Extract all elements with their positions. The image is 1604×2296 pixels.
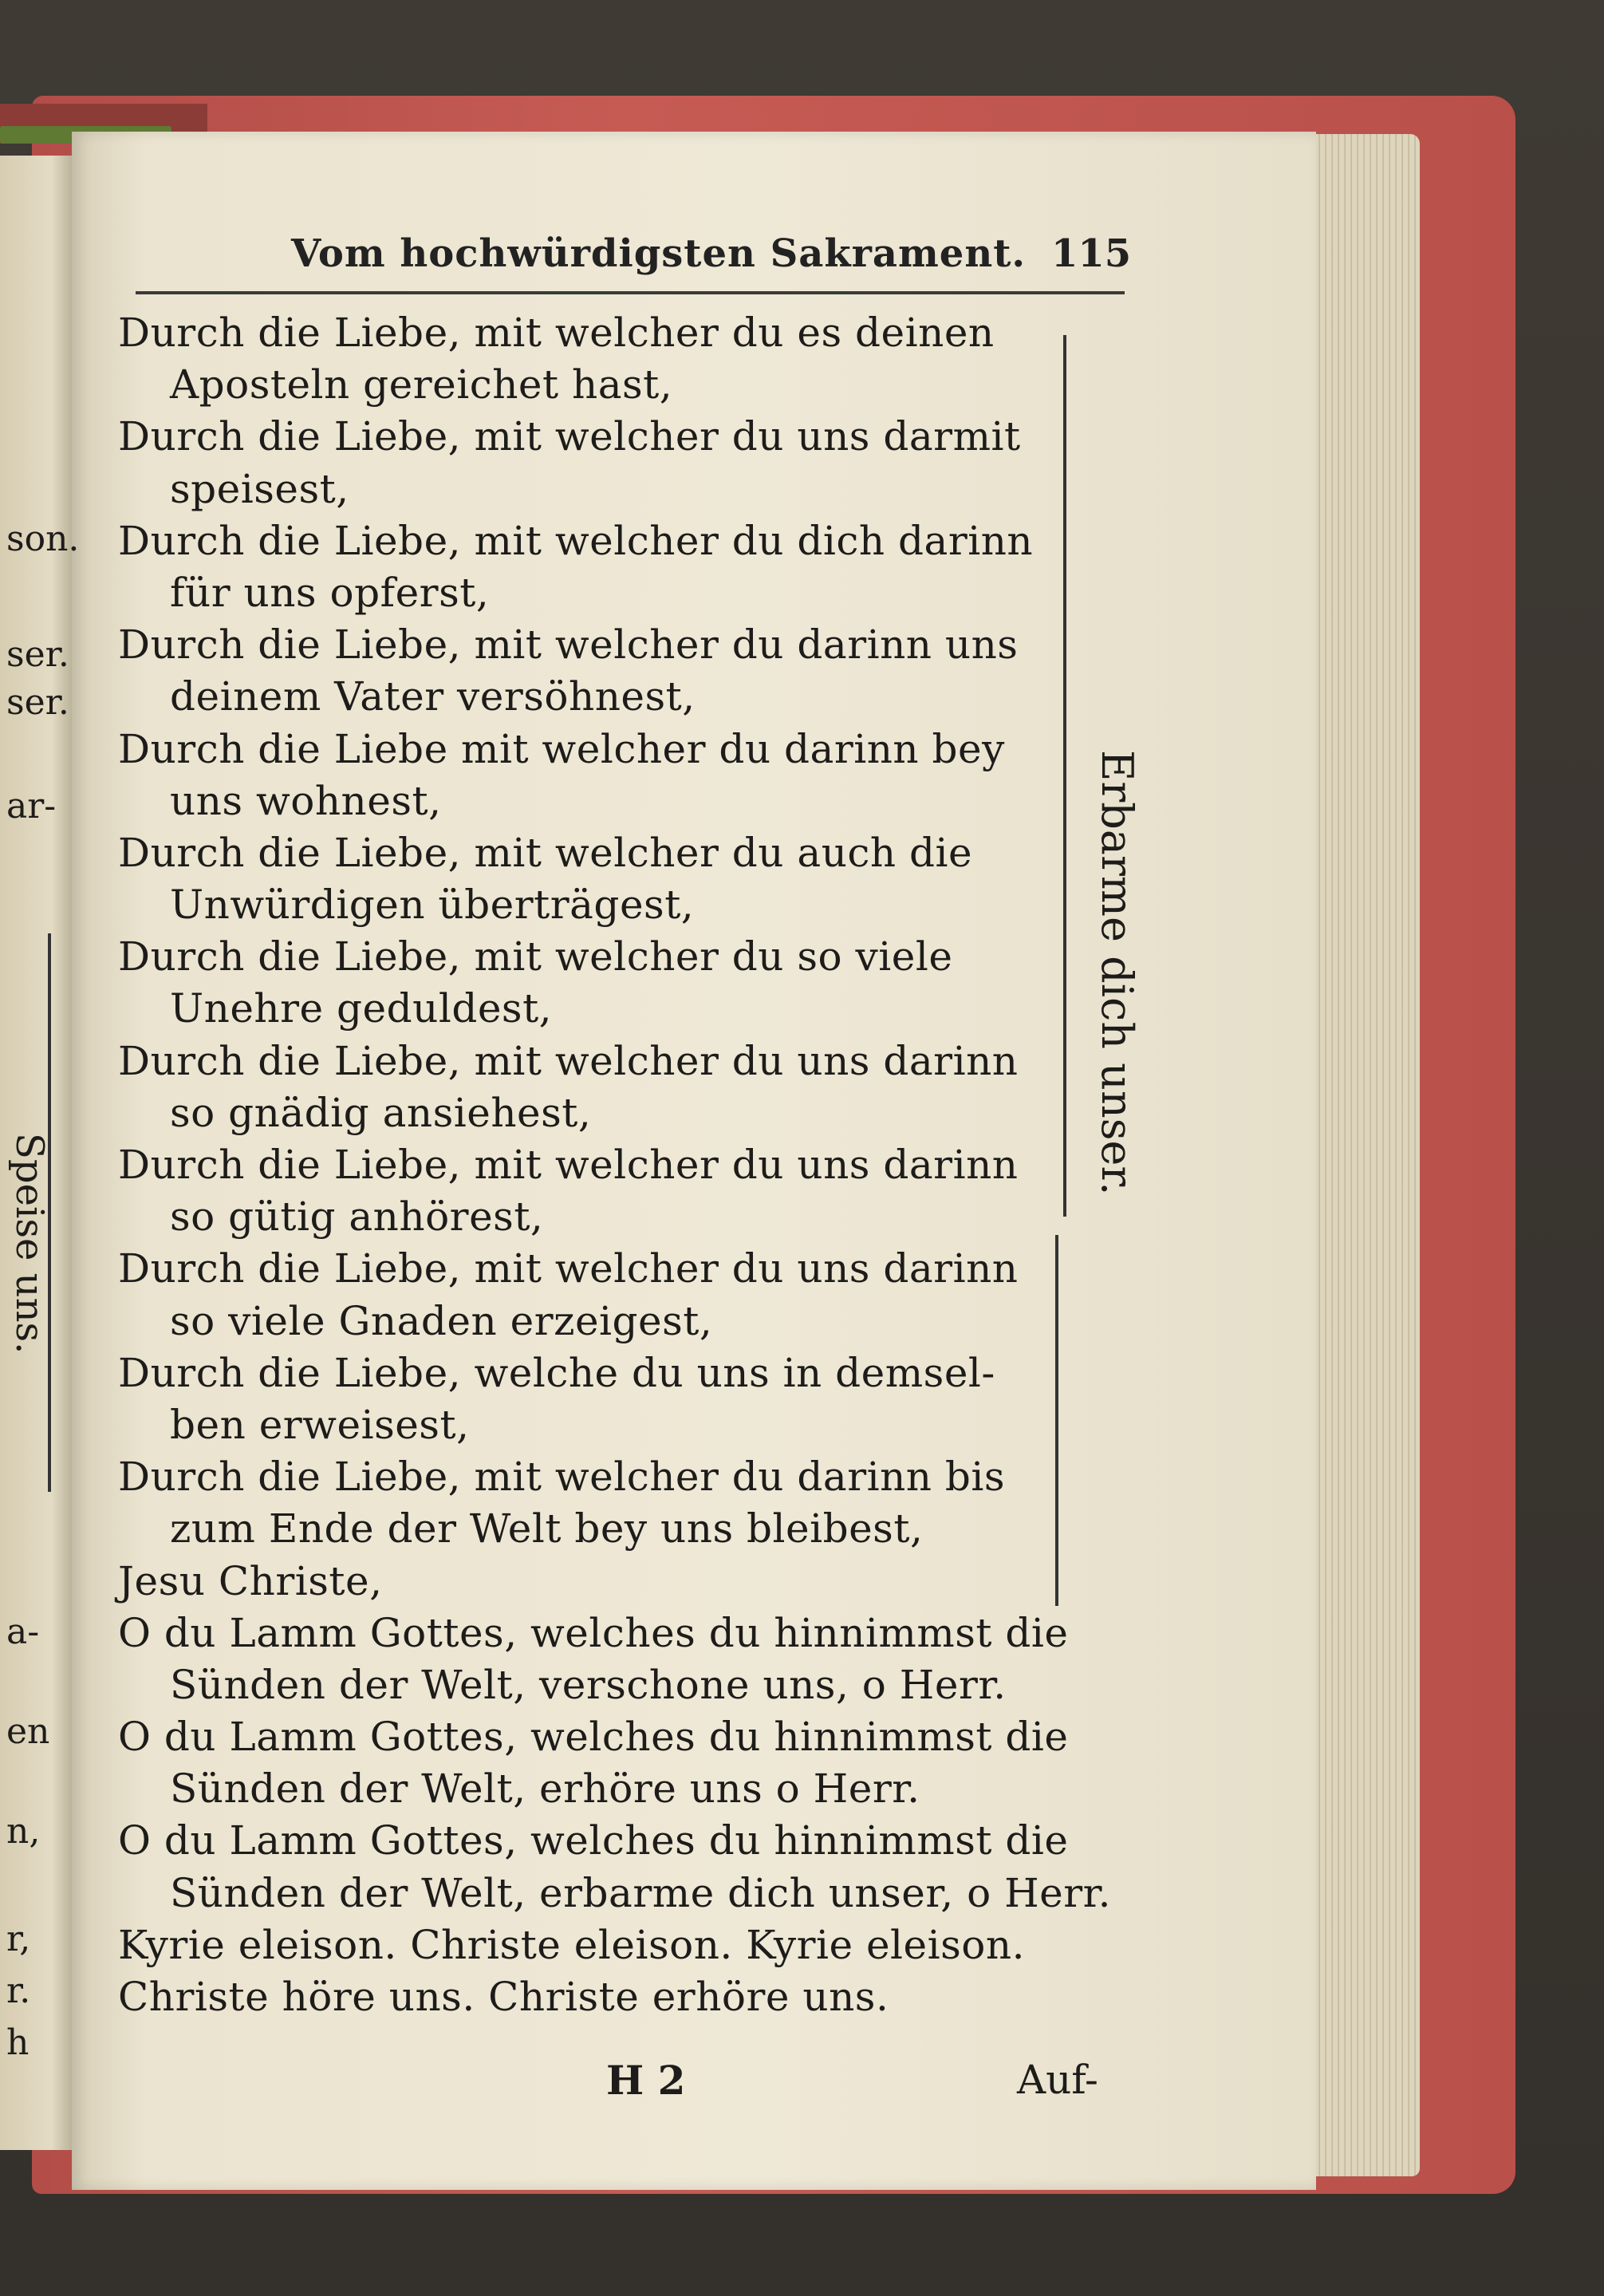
text-line: Jesu Christe, [118,1557,383,1604]
header-rule [136,291,1125,294]
previous-page-fragment: son. [6,519,80,559]
previous-page-fragment: en [6,1711,50,1752]
text-line: ben erweisest, [170,1401,470,1448]
text-line: O du Lamm Gottes, welches du hinnimmst die [118,1714,1069,1761]
previous-page-fragment: ser. [6,634,69,675]
previous-page-fragment: ar- [6,786,57,826]
text-line: O du Lamm Gottes, welches du hinnimmst die [118,1609,1069,1656]
catchword: Auf- [1017,2057,1098,2103]
text-line: für uns opferst, [170,569,490,616]
previous-page-fragment: r. [6,1971,31,2011]
text-line: Durch die Liebe, welche du uns in demsel- [118,1349,995,1396]
text-line: Durch die Liebe mit welcher du darinn bey [118,725,1005,772]
text-line: Durch die Liebe, mit welcher du darinn bis [118,1454,1006,1501]
text-line: Durch die Liebe, mit welcher du uns darinn [118,1142,1019,1188]
previous-page-fragment: ser. [6,682,69,723]
text-line: Durch die Liebe, mit welcher du auch die [118,829,973,876]
text-line: Durch die Liebe, mit welcher du darinn uns [118,621,1019,669]
text-line: Durch die Liebe, mit welcher du uns darinn [118,1245,1019,1292]
previous-page-fragment: r, [6,1919,31,1959]
side-refrain: Erbarme dich unser. [1092,750,1142,1196]
previous-page-fragment: a- [6,1612,40,1652]
text-line: O du Lamm Gottes, welches du hinnimmst die [118,1817,1069,1864]
text-line: Durch die Liebe, mit welcher du uns darmit [118,413,1021,460]
previous-page-refrain: Speise uns. [7,1133,52,1355]
text-line: Durch die Liebe, mit welcher du dich darinn [118,517,1034,564]
text-line: Durch die Liebe, mit welcher du so viele [118,933,953,980]
text-line: Kyrie eleison. Christe eleison. Kyrie eleison. [118,1921,1025,1968]
page-number: 115 [1051,231,1132,276]
text-line: so viele Gnaden erzeigest, [170,1297,713,1344]
running-head: Vom hochwürdigsten Sakrament. [291,231,1027,276]
text-line: Sünden der Welt, erbarme dich unser, o Herr. [170,1869,1111,1916]
text-line: Durch die Liebe, mit welcher du uns darinn [118,1037,1019,1084]
text-line: Sünden der Welt, verschone uns, o Herr. [170,1661,1007,1708]
refrain-bracket [1063,335,1066,1217]
text-line: Aposteln gereichet hast, [170,361,673,408]
litany-text [118,307,1131,2023]
text-line: so gnädig ansiehest, [170,1089,592,1136]
text-line: Unehre geduldest, [170,985,553,1032]
refrain-bracket [1055,1235,1058,1606]
previous-page-fragment: n, [6,1811,41,1852]
text-line: uns wohnest, [170,777,442,824]
text-line: Christe höre uns. Christe erhöre uns. [118,1974,889,2020]
text-line: Unwürdigen überträgest, [170,882,695,929]
text-line: zum Ende der Welt bey uns bleibest, [170,1505,924,1552]
text-line: Durch die Liebe, mit welcher du es deinen [118,310,995,356]
text-line: deinem Vater versöhnest, [170,673,696,720]
text-line: speisest, [170,465,349,512]
text-line: so gütig anhörest, [170,1193,544,1241]
previous-page-fragment: h [6,2022,30,2063]
signature-mark: H 2 [606,2057,686,2104]
text-line: Sünden der Welt, erhöre uns o Herr. [170,1765,920,1813]
